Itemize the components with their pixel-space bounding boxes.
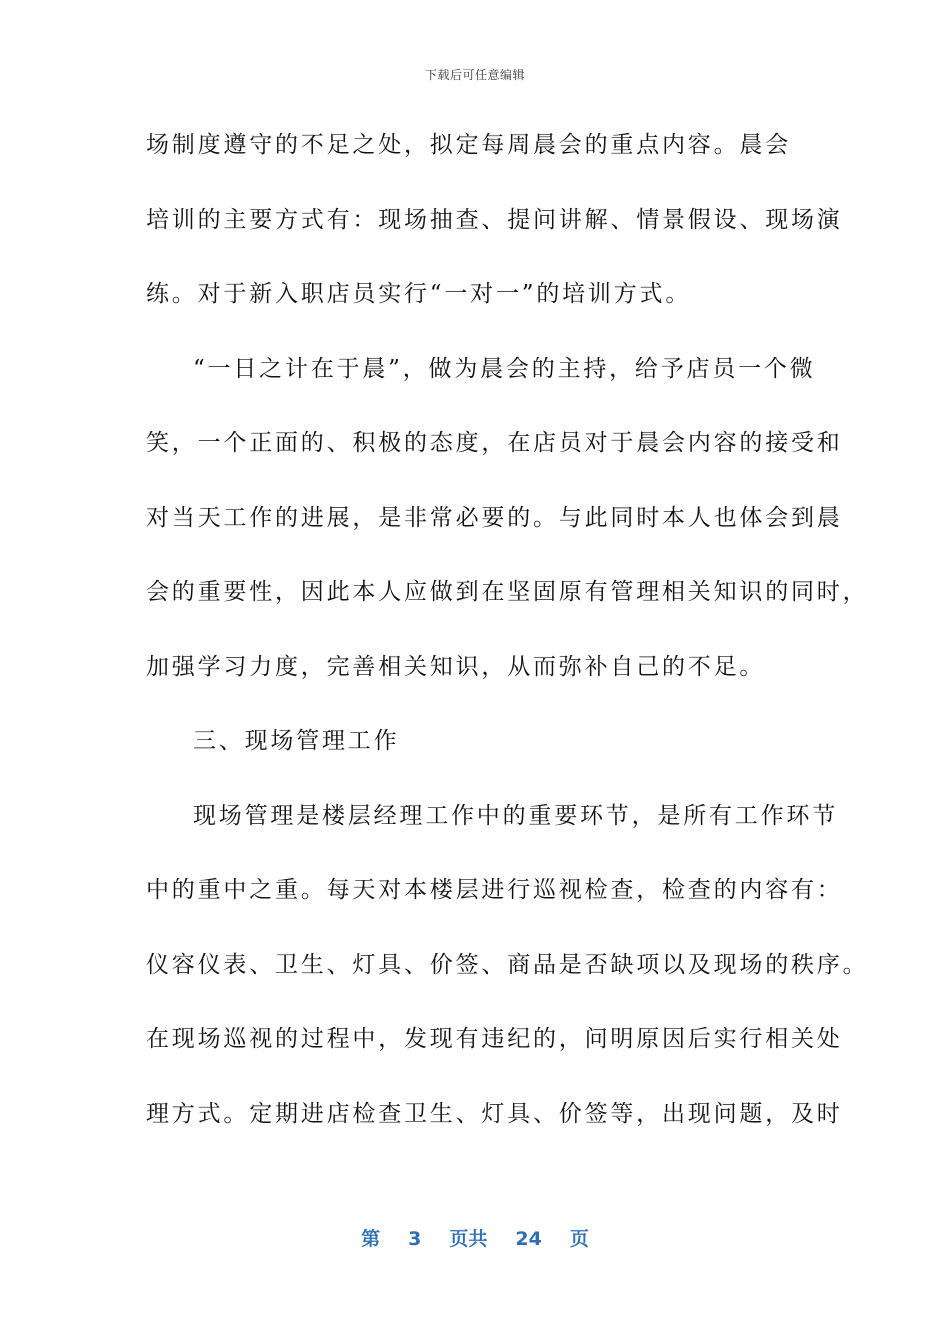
current-page-number: 3 [408,1228,422,1250]
text-line: 加强学习力度，完善相关知识，从而弥补自己的不足。 [146,653,766,680]
text-line: 中的重中之重。每天对本楼层进行巡视检查，检查的内容有： [146,877,843,903]
footer-suffix: 页 [569,1228,589,1250]
paragraph-start-line: 现场管理是楼层经理工作中的重要环节，是所有工作环节 [193,802,838,829]
text-line: 笑，一个正面的、积极的态度，在店员对于晨会内容的接受和 [146,430,843,456]
text-line: 理方式。定期进店检查卫生、灯具、价签等，出现问题，及时 [146,1100,843,1127]
page-footer [0,1224,950,1251]
paragraph-start-line: “一日之计在于晨”，做为晨会的主持，给予店员一个微 [193,355,816,382]
text-line: 培训的主要方式有：现场抽查、提问讲解、情景假设、现场演 [146,206,843,233]
text-line: 对当天工作的进展，是非常必要的。与此同时本人也体会到晨 [146,504,843,531]
text-line: 场制度遵守的不足之处，拟定每周晨会的重点内容。晨会 [146,132,791,158]
section-heading: 三、现场管理工作 [193,728,400,754]
text-line: 仪容仪表、卫生、灯具、价签、商品是否缺项以及现场的秩序。 [146,951,869,978]
page-header: 下载后可任意编辑 [424,68,525,82]
total-page-count: 24 [515,1228,542,1250]
text-line: 会的重要性，因此本人应做到在坚固原有管理相关知识的同时， [146,579,869,605]
footer-middle: 页共 [449,1228,488,1250]
text-line: 练。对于新入职店员实行“一对一”的培训方式。 [146,281,692,307]
text-line: 在现场巡视的过程中，发现有违纪的，问明原因后实行相关处 [146,1026,843,1052]
footer-prefix: 第 [361,1228,381,1250]
document-body [146,121,869,1164]
